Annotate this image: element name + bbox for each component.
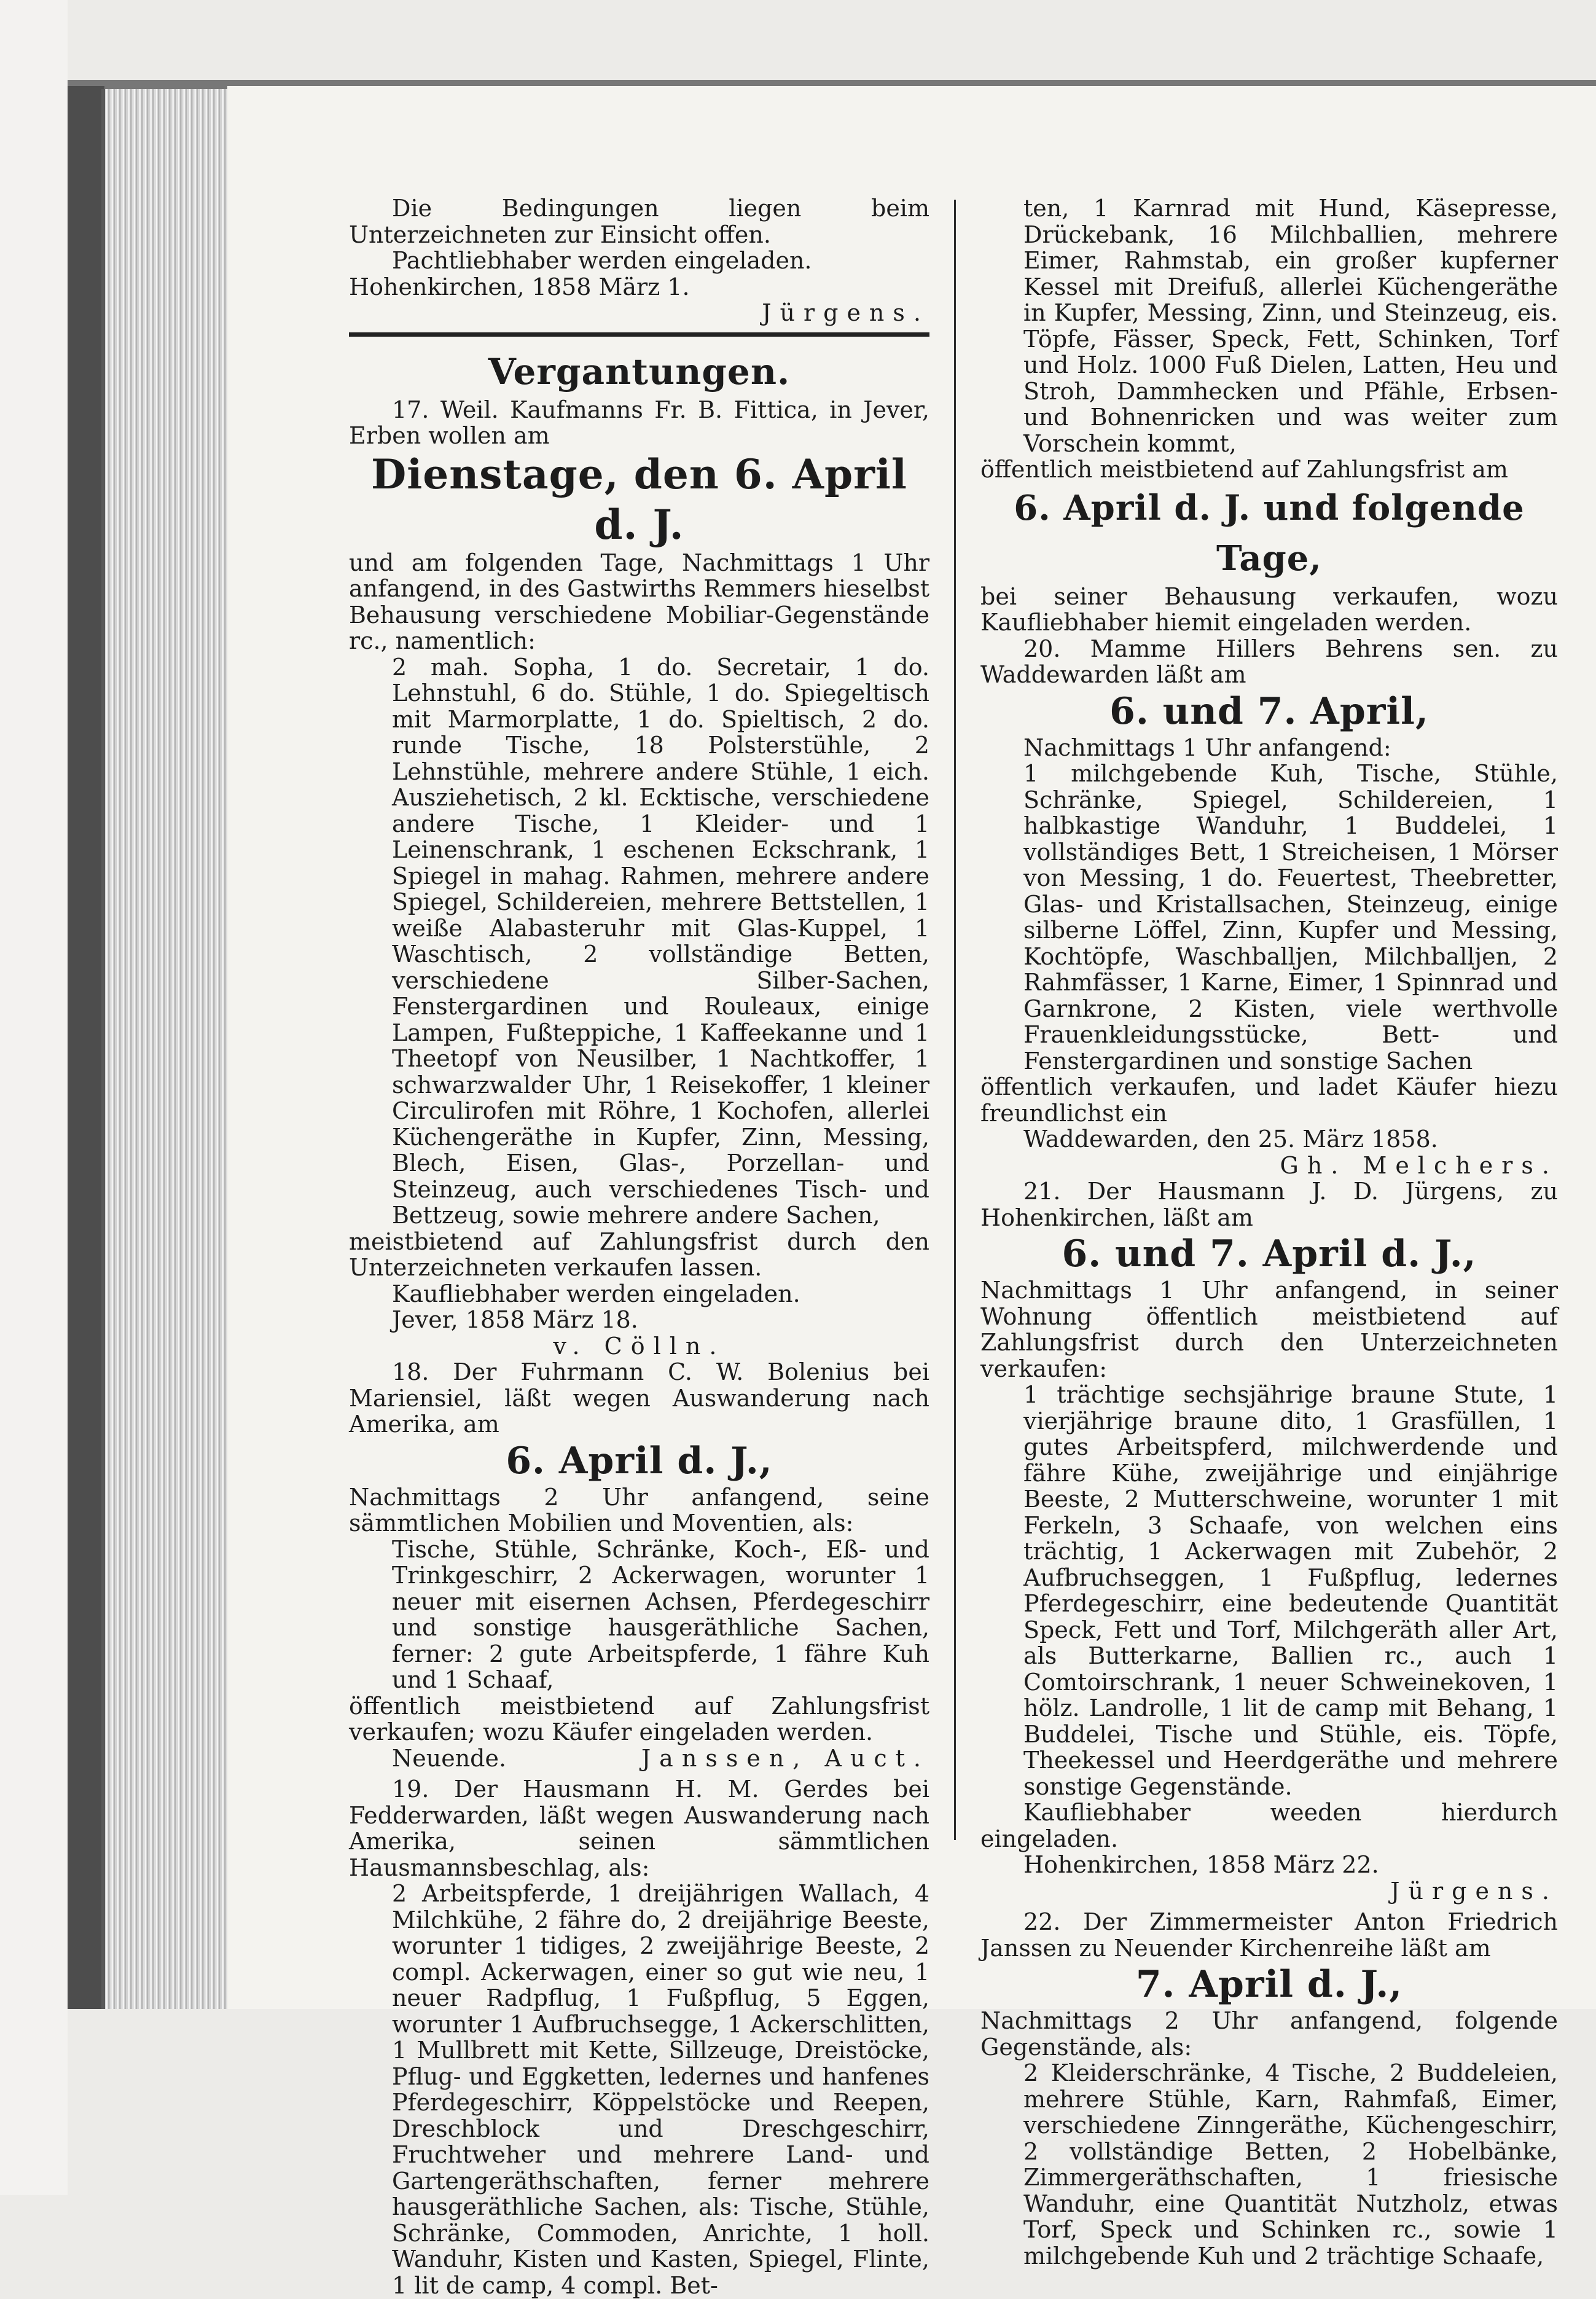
signature: Jürgens.: [1390, 1877, 1558, 1905]
right-column: [980, 195, 1558, 2269]
item-after: bei seiner Behausung verkaufen, wozu Kaufliebhaber hiemit eingeladen werden.: [980, 582, 1558, 636]
item-intro: 22. Der Zimmermeister Anton Friedrich Janssen zu Neuender Kirchenreihe läßt am: [980, 1908, 1558, 1962]
item-intro: 18. Der Fuhrmann C. W. Bolenius bei Mariensiel, läßt wegen Auswanderung nach Amerika, am: [349, 1358, 929, 1438]
item-list: 2 Arbeitspferde, 1 dreijährigen Wallach, 4 Milchkühe, 2 fähre do, 2 dreijährige Beeste, worunter 1 tidiges, 2 zweijährige Beeste, 2 compl. Ackerwagen, einer so gut wie neu, 1 neuer Radpflug, 1 Fußpflug, 5 Eggen, worunter 1 Aufbruchsegge, 1 Ackerschlitten, 1 Mullbrett mit Kette, Sillzeuge, Dreistöcke, Pflug- und Eggketten, ledernes und hanfenes Pferdegeschirr, Köppelstöcke und Reepen, Dreschblock und Dreschgeschirr, Fruchtweher und mehrere Land- und Gartengeräthschaften, ferner mehrere hausgeräthliche Sachen, als: Tische, Stühle, Schränke, Commoden, Anrichte, 1 holl. Wanduhr, Kisten und Kasten, Spiegel, Flinte, 1 lit de camp, 4 compl. Bet-: [392, 1880, 929, 2299]
item-list: ten, 1 Karnrad mit Hund, Käsepresse, Drückebank, 16 Milchballien, mehrere Eimer, Rahmstab, ein großer kupferner Kessel mit Dreifuß, allerlei Küchengeräthe in Kupfer, Messing, Zinn, und Steinzeug, eis. Töpfe, Fässer, Speck, Fett, Schinken, Torf und Holz. 1000 Fuß Dielen, Latten, Heu und Stroh, Dammhecken und Pfähle, Erbsen- und Bohnenricken und was weiter zum Vorschein kommt,: [1023, 195, 1558, 457]
intro-line: Hohenkirchen, 1858 März 1.: [349, 273, 690, 300]
item-closing: öffentlich verkaufen, und ladet Käufer hiezu freundlichst ein: [980, 1073, 1558, 1127]
book-spine-shadow: [68, 86, 104, 2009]
column-divider: [954, 200, 956, 1840]
item-body: und am folgenden Tage, Nachmittags 1 Uhr anfangend, in des Gastwirths Remmers hieselbst Behausung verschiedene Mobiliar-Gegenstände rc., namentlich:: [349, 549, 929, 654]
item-body: Nachmittags 2 Uhr anfangend, folgende Gegenstände, als:: [980, 2007, 1558, 2061]
signature: v. Cölln.: [553, 1332, 726, 1360]
item-intro: 17. Weil. Kaufmanns Fr. B. Fittica, in Jever, Erben wollen am: [349, 396, 929, 449]
item-invite: Kaufliebhaber weeden hierdurch eingeladen.: [980, 1799, 1558, 1852]
item-list: Tische, Stühle, Schränke, Koch-, Eß- und Trinkgeschirr, 2 Ackerwagen, worunter 1 neuer mit eisernen Achsen, Pferdegeschirr und sonstige hausgeräthliche Sachen, ferner: 2 gute Arbeitspferde, 1 fähre Kuh und 1 Schaaf,: [392, 1535, 929, 1693]
section-heading: Vergantungen.: [488, 350, 791, 393]
item-closing: meistbietend auf Zahlungsfrist durch den Unterzeichneten verkaufen lassen.: [349, 1228, 929, 1281]
item-intro: 20. Mamme Hillers Behrens sen. zu Waddewarden läßt am: [980, 635, 1558, 688]
item-body: Nachmittags 2 Uhr anfangend, seine sämmtlichen Mobilien und Moventien, als:: [349, 1483, 929, 1537]
auction-date: 6. und 7. April,: [1109, 689, 1429, 733]
signature: Janssen, Auct.: [641, 1744, 929, 1772]
item-intro: 19. Der Hausmann H. M. Gerdes bei Fedderwarden, läßt wegen Auswanderung nach Amerika, seinen sämmtlichen Hausmannsbeschlag, als:: [349, 1776, 929, 1881]
item-time: Nachmittags 1 Uhr anfangend:: [1023, 734, 1391, 761]
place-date: Waddewarden, den 25. März 1858.: [1023, 1126, 1438, 1153]
auction-date: 6. April d. J. und folgende Tage,: [1014, 487, 1525, 579]
book-page-stack: [101, 89, 231, 2009]
intro-line: Die Bedingungen liegen beim Unterzeichneten zur Einsicht offen.: [349, 195, 929, 248]
scanner-margin: [0, 0, 68, 2195]
item-list: 1 trächtige sechsjährige braune Stute, 1 vierjährige braune dito, 1 Grasfüllen, 1 gutes Arbeitspferd, milchwerdende und fähre Kühe, zweijährige und einjährige Beeste, 2 Mutterschweine, worunter 1 mit Ferkeln, 3 Schaafe, von welchen eins trächtig, 1 Ackerwagen mit Zubehör, 2 Aufbruchseggen, 1 Fußpflug, ledernes Pferdegeschirr, eine bedeutende Quantität Speck, Fett und Torf, Milchgeräth aller Art, als Butterkarne, Ballien rc., auch 1 Comtoirschrank, 1 neuer Schweinekoven, 1 hölz. Landrolle, 1 lit de camp mit Behang, 1 Buddelei, Tische und Stühle, eis. Töpfe, Theekessel und Heerdgeräthe und mehrere sonstige Gegenstände.: [1023, 1381, 1558, 1800]
section-rule: [349, 332, 929, 337]
item-list: 1 milchgebende Kuh, Tische, Stühle, Schränke, Spiegel, Schildereien, 1 halbkastige Wanduhr, 1 Buddelei, 1 vollständiges Bett, 1 Streicheisen, 1 Mörser von Messing, 1 do. Feuertest, Theebretter, Glas- und Kristallsachen, Steinzeug, einige silberne Löffel, Zinn, Kupfer und Messing, Kochtöpfe, Waschballjen, Milchballjen, 2 Rahmfässer, 1 Karne, Eimer, 1 Spinnrad und Garnkrone, 2 Kisten, viele werthvolle Frauenkleidungsstücke, Bett- und Fenstergardinen und sonstige Sachen: [1023, 760, 1558, 1075]
auction-date: Dienstage, den 6. April d. J.: [370, 450, 908, 549]
auction-date: 6. April d. J.,: [506, 1439, 773, 1482]
item-intro: 21. Der Hausmann J. D. Jürgens, zu Hohenkirchen, läßt am: [980, 1178, 1558, 1231]
item-body: Nachmittags 1 Uhr anfangend, in seiner Wohnung öffentlich meistbietend auf Zahlungsfrist durch den Unterzeichneten verkaufen:: [980, 1277, 1558, 1382]
intro-line: Pachtliebhaber werden eingeladen.: [392, 247, 812, 274]
item-closing: öffentlich meistbietend auf Zahlungsfrist am: [980, 456, 1508, 483]
signature: Gh. Melchers.: [1280, 1151, 1558, 1179]
auction-date: 6. und 7. April d. J.,: [1062, 1232, 1477, 1275]
item-invite: Kaufliebhaber werden eingeladen.: [392, 1280, 800, 1307]
place-signature-row: [349, 1745, 929, 1772]
left-column: [349, 195, 929, 2298]
auction-date: 7. April d. J.,: [1135, 1963, 1403, 2006]
place: Neuende.: [392, 1744, 507, 1772]
place-date: Hohenkirchen, 1858 März 22.: [1023, 1851, 1379, 1878]
item-list: 2 Kleiderschränke, 4 Tische, 2 Buddeleien, mehrere Stühle, Karn, Rahmfaß, Eimer, verschiedene Zinngeräthe, Küchengeschirr, 2 vollständige Betten, 2 Hobelbänke, Zimmergeräthschaften, 1 friesische Wanduhr, eine Quantität Nutzholz, etwas Torf, Speck und Schinken rc., sowie 1 milchgebende Kuh und 2 trächtige Schaafe,: [1023, 2059, 1558, 2270]
item-closing: öffentlich meistbietend auf Zahlungsfrist verkaufen; wozu Käufer eingeladen werden.: [349, 1692, 929, 1745]
signature: Jürgens.: [762, 299, 929, 326]
place-date: Jever, 1858 März 18.: [392, 1306, 638, 1333]
item-list: 2 mah. Sopha, 1 do. Secretair, 1 do. Lehnstuhl, 6 do. Stühle, 1 do. Spiegeltisch mit Marmorplatte, 1 do. Spieltisch, 2 do. runde Tische, 18 Polsterstühle, 2 Lehnstühle, mehrere andere Stühle, 1 eich. Ausziehetisch, 2 kl. Ecktische, verschiedene andere Tische, 1 Kleider- und 1 Leinenschrank, 1 eschenen Eckschrank, 1 Spiegel in mahag. Rahmen, mehrere andere Spiegel, Schildereien, mehrere Bettstellen, 1 weiße Alabasteruhr mit Glas-Kuppel, 1 Waschtisch, 2 vollständige Betten, verschiedene Silber-Sachen, Fenstergardinen und Rouleaux, einige Lampen, Fußteppiche, 1 Kaffeekanne und 1 Theetopf von Neusilber, 1 Nachtkoffer, 1 schwarzwalder Uhr, 1 Reisekoffer, 1 kleiner Circulirofen mit Röhre, 1 Kochofen, allerlei Küchengeräthe in Kupfer, Zinn, Messing, Blech, Eisen, Glas-, Porzellan- und Steinzeug, auch verschiedenes Tisch- und Bettzeug, sowie mehrere andere Sachen,: [392, 653, 929, 1229]
